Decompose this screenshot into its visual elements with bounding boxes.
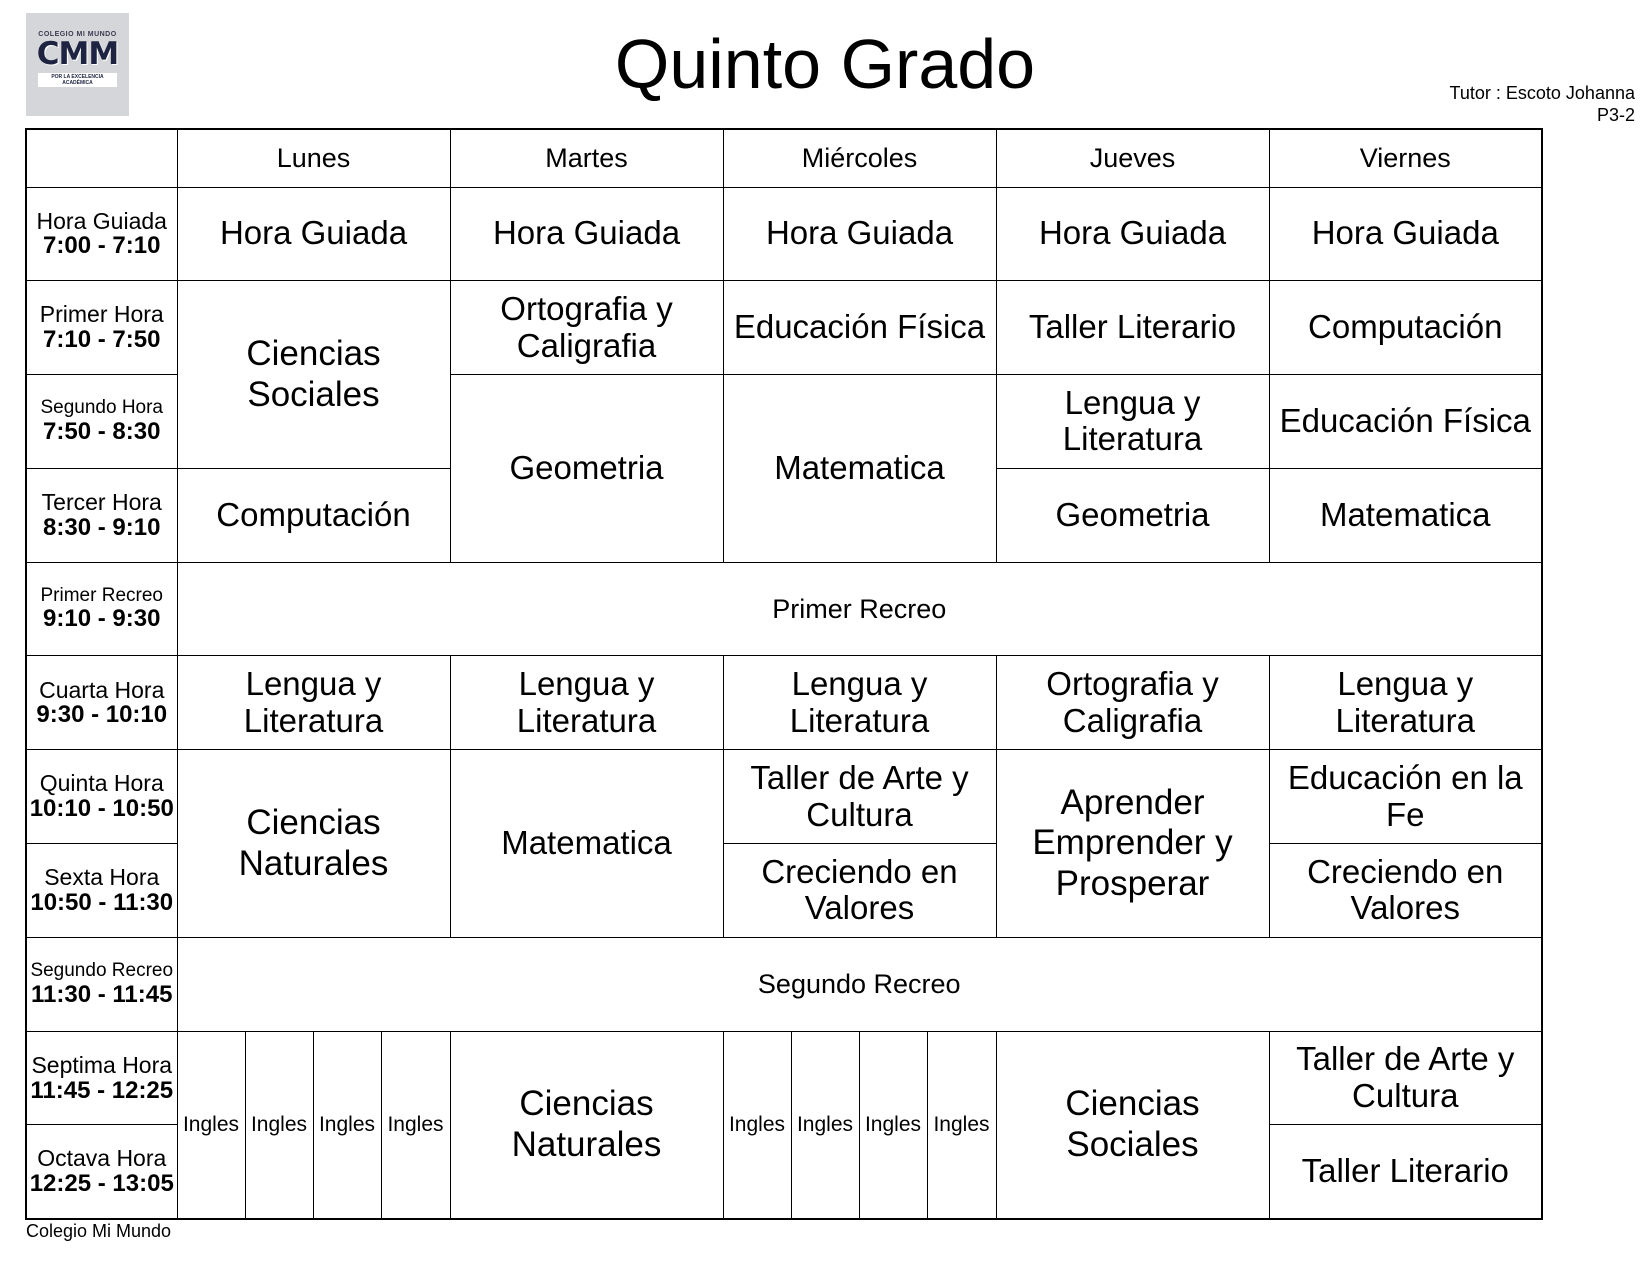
period-cell	[26, 656, 177, 750]
class-line: Ciencias	[1065, 1084, 1200, 1124]
class-line: Taller de Arte y	[1296, 1040, 1515, 1078]
class-cell: Matematica	[723, 375, 996, 563]
class-line: Naturales	[511, 1124, 662, 1164]
class-cell: Hora Guiada	[1269, 187, 1542, 281]
day-header-lunes: Lunes	[177, 129, 450, 187]
row-septima-hora	[26, 1031, 1542, 1125]
class-cell-ingles: Ingles	[927, 1031, 996, 1219]
class-line: Cultura	[1352, 1077, 1459, 1115]
period-name: Primer Recreo	[40, 584, 163, 606]
class-cell-ingles: Ingles	[723, 1031, 791, 1219]
logo-mark: CMM	[36, 36, 119, 72]
class-cell	[996, 750, 1269, 938]
class-line: Caligrafia	[1062, 701, 1203, 739]
class-line: Ortografia y	[500, 289, 673, 327]
period-time: 11:30 - 11:45	[31, 980, 173, 1008]
period-name: Hora Guiada	[36, 207, 167, 234]
class-line: Naturales	[238, 843, 389, 883]
class-cell: Educación Física	[1269, 375, 1542, 469]
class-cell: Hora Guiada	[996, 187, 1269, 281]
class-cell	[1269, 844, 1542, 938]
class-line: Ciencias	[246, 802, 381, 842]
class-line: Prosperar	[1055, 863, 1210, 903]
class-cell	[1269, 656, 1542, 750]
period-cell	[26, 281, 177, 375]
period-cell	[26, 844, 177, 938]
period-time: 10:50 - 11:30	[30, 888, 174, 916]
period-name: Septima Hora	[31, 1051, 173, 1078]
period-time: 12:25 - 13:05	[29, 1170, 174, 1198]
schedule-table	[25, 128, 1543, 1220]
day-header-viernes: Viernes	[1269, 129, 1542, 187]
footer-school-name: Colegio Mi Mundo	[26, 1221, 172, 1241]
class-line: Literatura	[1335, 701, 1475, 739]
class-line: Educación en la	[1287, 758, 1523, 796]
period-name: Sexta Hora	[44, 864, 160, 891]
class-cell	[450, 656, 723, 750]
class-line: Literatura	[243, 701, 384, 739]
class-line: Creciendo en	[761, 852, 958, 890]
class-cell-ingles: Ingles	[245, 1031, 313, 1219]
class-line: Lengua y	[1337, 664, 1474, 702]
row-primer-hora	[26, 281, 1542, 375]
period-time: 7:00 - 7:10	[43, 232, 161, 260]
class-line: Creciendo en	[1307, 852, 1504, 890]
period-name: Cuarta Hora	[39, 676, 165, 703]
class-cell: Matematica	[1269, 468, 1542, 562]
period-name: Segundo Recreo	[30, 960, 174, 982]
row-cuarta-hora	[26, 656, 1542, 750]
period-time: 9:10 - 9:30	[43, 605, 161, 633]
period-time: 8:30 - 9:10	[43, 513, 161, 541]
period-time: 10:10 - 10:50	[29, 795, 174, 823]
class-line: Ciencias	[519, 1084, 654, 1124]
class-line: Sociales	[1066, 1124, 1199, 1164]
day-header-miercoles: Miércoles	[723, 129, 996, 187]
class-cell-ingles: Ingles	[313, 1031, 381, 1219]
class-cell: Matematica	[450, 750, 723, 938]
class-line: Taller de Arte y	[750, 758, 969, 796]
class-line: Caligrafia	[516, 326, 657, 364]
period-cell	[26, 1125, 177, 1219]
row-segundo-recreo	[26, 937, 1542, 1031]
period-name: Primer Hora	[39, 301, 164, 328]
period-cell	[26, 187, 177, 281]
period-time: 7:10 - 7:50	[43, 326, 161, 354]
period-name: Quinta Hora	[39, 770, 164, 797]
period-name: Octava Hora	[37, 1145, 167, 1172]
class-cell	[996, 375, 1269, 469]
period-time: 9:30 - 10:10	[36, 701, 168, 729]
class-cell	[996, 656, 1269, 750]
class-cell: Taller Literario	[996, 281, 1269, 375]
period-time: 7:50 - 8:30	[43, 417, 161, 445]
class-cell	[177, 750, 450, 938]
period-cell	[26, 468, 177, 562]
class-line: Aprender	[1060, 782, 1205, 822]
class-line: Fe	[1385, 795, 1425, 833]
class-cell: Hora Guiada	[177, 187, 450, 281]
class-line: Cultura	[806, 795, 913, 833]
class-line: Lengua y	[518, 664, 655, 702]
class-cell	[450, 281, 723, 375]
group-code: P3-2	[1596, 105, 1635, 125]
class-line: Literatura	[789, 701, 930, 739]
row-quinta-hora	[26, 750, 1542, 844]
class-cell: Educación Física	[723, 281, 996, 375]
period-name: Segundo Hora	[40, 397, 164, 419]
break-cell: Primer Recreo	[177, 562, 1542, 656]
class-cell: Geometria	[996, 468, 1269, 562]
class-cell: Computación	[177, 468, 450, 562]
class-cell	[996, 1031, 1269, 1219]
period-name: Tercer Hora	[41, 488, 162, 515]
row-hora-guiada	[26, 187, 1542, 281]
class-line: Lengua y	[245, 664, 382, 702]
class-cell	[177, 656, 450, 750]
class-line: Lengua y	[791, 664, 928, 702]
class-cell: Geometria	[450, 375, 723, 563]
header-row	[26, 129, 1542, 187]
class-cell: Taller Literario	[1269, 1125, 1542, 1219]
class-line: Sociales	[247, 374, 380, 414]
period-cell	[26, 937, 177, 1031]
class-cell: Hora Guiada	[723, 187, 996, 281]
class-cell-ingles: Ingles	[381, 1031, 450, 1219]
class-line: Valores	[1350, 889, 1460, 927]
class-cell	[723, 844, 996, 938]
class-cell	[1269, 750, 1542, 844]
class-cell	[1269, 1031, 1542, 1125]
class-cell	[450, 1031, 723, 1219]
class-cell	[723, 750, 996, 844]
class-line: Literatura	[1062, 420, 1203, 458]
day-header-martes: Martes	[450, 129, 723, 187]
class-cell-ingles: Ingles	[859, 1031, 927, 1219]
period-cell	[26, 562, 177, 656]
logo-arc-text: COLEGIO MI MUNDO	[38, 31, 117, 38]
period-cell	[26, 1031, 177, 1125]
period-cell	[26, 375, 177, 469]
row-primer-recreo	[26, 562, 1542, 656]
class-cell: Hora Guiada	[450, 187, 723, 281]
class-line: Literatura	[516, 701, 657, 739]
period-cell	[26, 750, 177, 844]
corner-cell	[26, 129, 177, 187]
class-cell-ingles: Ingles	[177, 1031, 245, 1219]
tutor-label: Tutor : Escoto Johanna	[1449, 83, 1635, 103]
class-cell	[723, 656, 996, 750]
class-line: Ortografia y	[1046, 664, 1219, 702]
period-time: 11:45 - 12:25	[30, 1076, 174, 1104]
class-cell: Computación	[1269, 281, 1542, 375]
page-title: Quinto Grado	[614, 25, 1036, 103]
break-cell: Segundo Recreo	[177, 937, 1542, 1031]
class-cell	[177, 281, 450, 469]
class-line: Lengua y	[1064, 383, 1201, 421]
class-cell-ingles: Ingles	[791, 1031, 859, 1219]
logo-tagline: POR LA EXCELENCIA ACADÉMICA	[38, 73, 117, 87]
class-line: Ciencias	[246, 334, 381, 373]
class-line: Emprender y	[1032, 823, 1233, 863]
day-header-jueves: Jueves	[996, 129, 1269, 187]
class-line: Valores	[804, 889, 915, 927]
